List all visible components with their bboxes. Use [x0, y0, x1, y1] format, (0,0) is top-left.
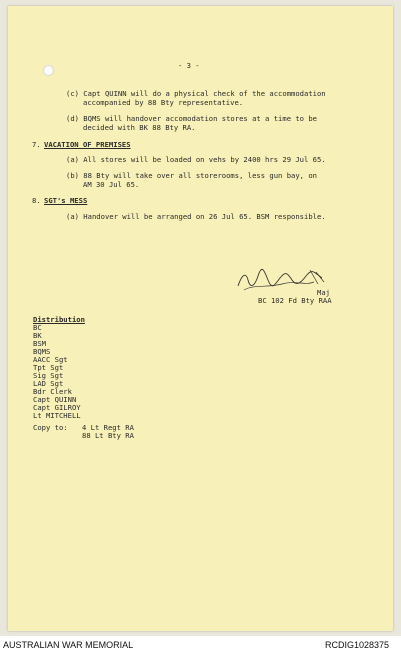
distribution-item: Bdr Clerk	[33, 387, 72, 396]
copy-to-item: 4 Lt Regt RA	[82, 423, 134, 432]
section-8-number: 8.	[32, 196, 41, 205]
distribution-item: Capt GILROY	[33, 403, 81, 412]
item-c: (c) Capt QUINN will do a physical check of the accommodation	[66, 89, 326, 98]
distribution-item: BC	[33, 323, 42, 332]
item-d: (d) BQMS will handover accomodation stores at a time to be	[66, 114, 317, 123]
copy-to-label: Copy to:	[33, 423, 68, 432]
section-7-item-a: (a) All stores will be loaded on vehs by 2400 hrs 29 Jul 65.	[66, 155, 326, 164]
handwritten-signature	[234, 266, 329, 294]
signature-rank: Maj	[317, 288, 330, 297]
distribution-item: Lt MITCHELL	[33, 411, 81, 420]
signature-title: BC 102 Fd Bty RAA	[258, 296, 332, 305]
punch-hole	[43, 65, 54, 76]
section-7-title: VACATION OF PREMISES	[44, 140, 131, 149]
distribution-item: BSM	[33, 339, 46, 348]
section-7-item-b-cont: AM 30 Jul 65.	[83, 180, 140, 189]
section-8-title: SGT's MESS	[44, 196, 88, 205]
distribution-item: Tpt Sgt	[33, 363, 64, 372]
archive-name: AUSTRALIAN WAR MEMORIAL	[3, 640, 134, 650]
item-d-cont: decided with BK 88 Bty RA.	[83, 123, 196, 132]
distribution-item: BQMS	[33, 347, 51, 356]
section-7-item-b: (b) 88 Bty will take over all storerooms, less gun bay, on	[66, 171, 317, 180]
page-number: - 3 -	[178, 61, 200, 70]
distribution-item: AACC Sgt	[33, 355, 68, 364]
copy-to-item: 88 Lt Bty RA	[82, 431, 134, 440]
record-id: RCDIG1028375	[325, 640, 390, 650]
distribution-item: Capt QUINN	[33, 395, 77, 404]
distribution-heading: Distribution	[33, 315, 85, 324]
distribution-item: Sig Sgt	[33, 371, 64, 380]
section-7-number: 7.	[32, 140, 41, 149]
item-c-cont: accompanied by 88 Bty representative.	[83, 98, 244, 107]
distribution-item: LAD Sgt	[33, 379, 64, 388]
section-8-item-a: (a) Handover will be arranged on 26 Jul 65. BSM responsible.	[66, 212, 326, 221]
distribution-item: BK	[33, 331, 42, 340]
